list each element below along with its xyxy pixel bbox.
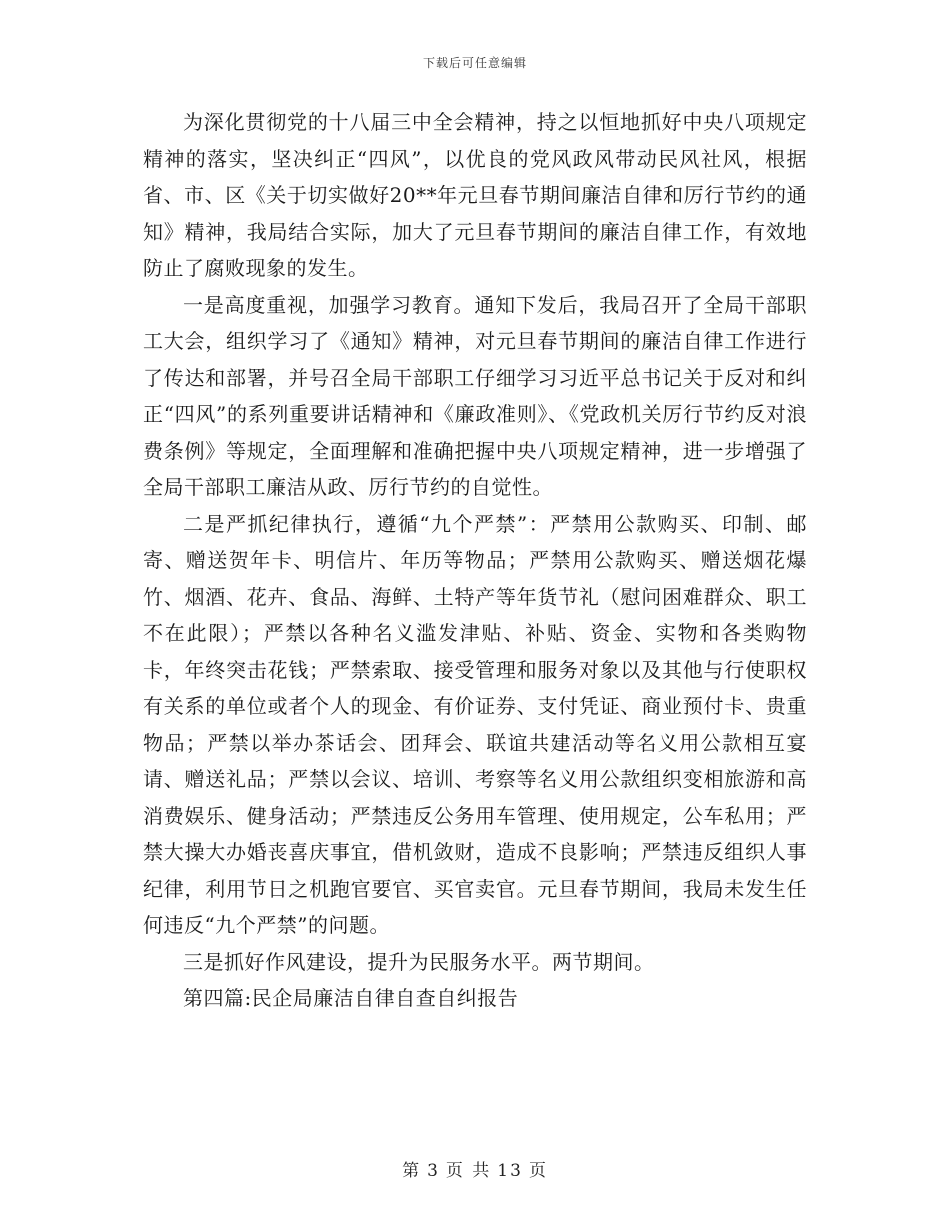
paragraph-point-one: 一是高度重视，加强学习教育。通知下发后，我局召开了全局干部职工大会，组织学习了《通知》精神，对元旦春节期间的廉洁自律工作进行了传达和部署，并号召全局干部职工仔细学习习近平总书记关于反对和纠正“四风”的系列重要讲话精神和《廉政准则》、《党政机关厉行节约反对浪费条例》等规定，全面理解和准确把握中央八项规定精神，进一步增强了全局干部职工廉洁从政、厉行节约的自觉性。: [143, 292, 807, 499]
page-footer: [0, 1156, 950, 1181]
section-heading-fourth: 第四篇:民企局廉洁自律自查自纠报告: [183, 986, 519, 1010]
footer-middle: 页 共: [445, 1161, 492, 1181]
paragraph-point-two: 二是严抓纪律执行，遵循“九个严禁”：严禁用公款购买、印制、邮寄、赠送贺年卡、明信片、年历等物品；严禁用公款购买、赠送烟花爆竹、烟酒、花卉、食品、海鲜、土特产等年货节礼（慰问困难群众、职工不在此限）；严禁以各种名义滥发津贴、补贴、资金、实物和各类购物卡，年终突击花钱；严禁索取、接受管理和服务对象以及其他与行使职权有关系的单位或者个人的现金、有价证券、支付凭证、商业预付卡、贵重物品；严禁以举办茶话会、团拜会、联谊共建活动等名义用公款相互宴请、赠送礼品；严禁以会议、培训、考察等名义用公款组织变相旅游和高消费娱乐、健身活动；严禁违反公务用车管理、使用规定，公车私用；严禁大操大办婚丧喜庆事宜，借机敛财，造成不良影响；严禁违反组织人事纪律，利用节日之机跑官要官、买官卖官。元旦春节期间，我局未发生任何违反“九个严禁”的问题。: [143, 511, 807, 937]
footer-prefix: 第: [402, 1161, 422, 1181]
footer-total-pages: 13: [497, 1161, 523, 1181]
footer-suffix: 页: [528, 1161, 548, 1181]
paragraph-point-three: 三是抓好作风建设，提升为民服务水平。两节期间。: [183, 949, 655, 974]
page-header-note: 下载后可任意编辑: [422, 56, 527, 70]
footer-page-number: 3: [427, 1161, 440, 1181]
document-body: [143, 104, 807, 1017]
paragraph-intro: 为深化贯彻党的十八届三中全会精神，持之以恒地抓好中央八项规定精神的落实，坚决纠正“四风”，以优良的党风政风带动民风社风，根据省、市、区《关于切实做好20**年元旦春节期间廉洁自律和厉行节约的通知》精神，我局结合实际，加大了元旦春节期间的廉洁自律工作，有效地防止了腐败现象的发生。: [143, 110, 807, 280]
